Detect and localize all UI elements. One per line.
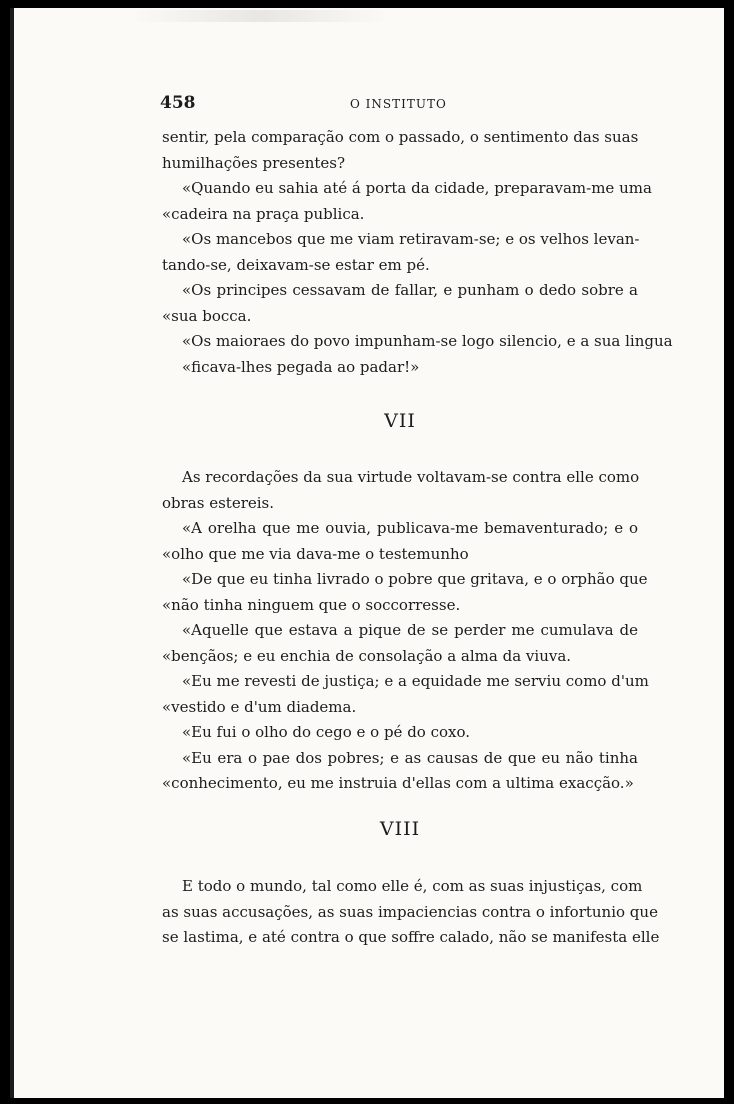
text-line: «Os mancebos que me viam retiravam-se; e os velhos levan-: [182, 230, 640, 248]
text-line: «conhecimento, eu me instruia d'ellas com a ultima exacção.»: [162, 774, 634, 792]
text-line: «Os maioraes do povo impunham-se logo silencio, e a sua lingua: [182, 332, 673, 350]
text-line: «Quando eu sahia até á porta da cidade, preparavam-me uma: [182, 179, 652, 197]
text-line: «De que eu tinha livrado o pobre que gritava, e o orphão que: [182, 570, 648, 588]
text-line: se lastima, e até contra o que soffre calado, não se manifesta elle: [162, 928, 660, 946]
text-line: as suas accusações, as suas impaciencias contra o infortunio que: [162, 902, 658, 921]
text-line: «cadeira na praça publica.: [162, 204, 365, 223]
text-line: «bençãos; e eu enchia de consolação a alma da viuva.: [162, 646, 572, 665]
text-line: tando-se, deixavam-se estar em pé.: [162, 255, 430, 274]
text-line: «vestido e d'um diadema.: [162, 697, 357, 716]
text-line: «ficava-lhes pegada ao padar!»: [182, 357, 420, 376]
text-line: «Eu me revesti de justiça; e a equidade me serviu como d'um: [182, 672, 649, 690]
paragraph-block-a: [162, 125, 673, 380]
text-line: humilhações presentes?: [162, 153, 346, 172]
book-page: [10, 8, 724, 1098]
text-line: As recordações da sua virtude voltavam-se contra elle como: [182, 468, 640, 486]
text-line: «Eu fui o olho do cego e o pé do coxo.: [182, 723, 471, 741]
text-line: «não tinha ninguem que o soccorresse.: [162, 595, 461, 614]
paragraph-block-c: [162, 874, 660, 951]
section-heading-viii: VIII: [379, 818, 421, 840]
text-line: «olho que me via dava-me o testemunho: [162, 544, 469, 563]
running-title: O INSTITUTO: [350, 97, 447, 111]
page-header: [160, 93, 640, 115]
text-line: «Aquelle que estava a pique de se perder me cumulava de: [182, 621, 638, 639]
text-line: «sua bocca.: [162, 306, 252, 325]
scan-bleed-through: [130, 10, 390, 22]
section-heading-vii: VII: [384, 410, 416, 432]
paragraph-block-b: [162, 465, 649, 797]
text-line: «Os principes cessavam de fallar, e punham o dedo sobre a: [182, 281, 638, 299]
page-number: 458: [160, 93, 196, 113]
text-line: sentir, pela comparação com o passado, o sentimento das suas: [162, 128, 639, 146]
text-line: E todo o mundo, tal como elle é, com as suas injustiças, com: [182, 877, 643, 895]
text-line: «Eu era o pae dos pobres; e as causas de que eu não tinha: [182, 748, 638, 767]
text-line: «A orelha que me ouvia, publicava-me bemaventurado; e o: [182, 519, 638, 537]
text-line: obras estereis.: [162, 493, 275, 512]
